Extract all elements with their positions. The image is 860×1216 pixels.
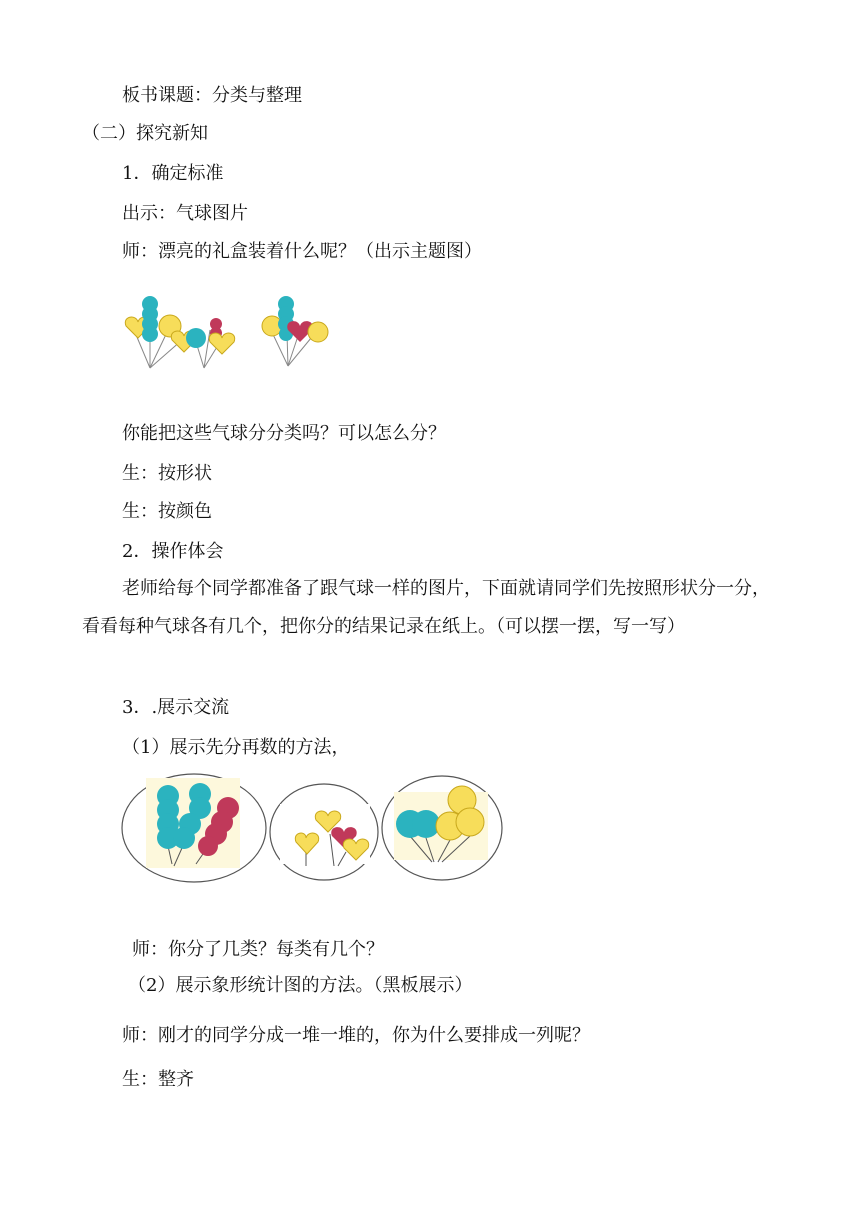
- student-answer-color: 生：按颜色: [122, 501, 212, 522]
- teacher-question-2: 师：你分了几类？每类有几个？: [132, 939, 384, 960]
- step-2-heading: 2．操作体会: [122, 541, 224, 562]
- method-2-line: （2）展示象形统计图的方法。（黑板展示）: [128, 975, 473, 996]
- method-1-line: （1）展示先分再数的方法，: [122, 737, 350, 758]
- sorted-balloon-groups-icon: [120, 768, 520, 888]
- balloon-bunches-icon: [120, 290, 340, 380]
- board-title: 板书课题：分类与整理: [122, 85, 302, 106]
- teacher-question-3: 师：刚才的同学分成一堆一堆的，你为什么要排成一列呢？: [122, 1025, 590, 1046]
- student-answer-neat: 生：整齐: [122, 1069, 194, 1090]
- student-answer-shape: 生：按形状: [122, 463, 212, 484]
- show-balloon-line: 出示：气球图片: [122, 203, 248, 224]
- step-3-heading: 3．.展示交流: [122, 697, 230, 718]
- classify-question: 你能把这些气球分分类吗？可以怎么分？: [122, 423, 446, 444]
- step-1-heading: 1．确定标准: [122, 163, 224, 184]
- teacher-question-1: 师：漂亮的礼盒装着什么呢？（出示主题图）: [122, 241, 482, 262]
- section-heading: （二）探究新知: [82, 123, 208, 144]
- teacher-instruction-paragraph: 老师给每个同学都准备了跟气球一样的图片，下面就请同学们先按照形状分一分，看看每种气球各有几个，把你分的结果记录在纸上。（可以摆一摆，写一写）: [82, 578, 770, 637]
